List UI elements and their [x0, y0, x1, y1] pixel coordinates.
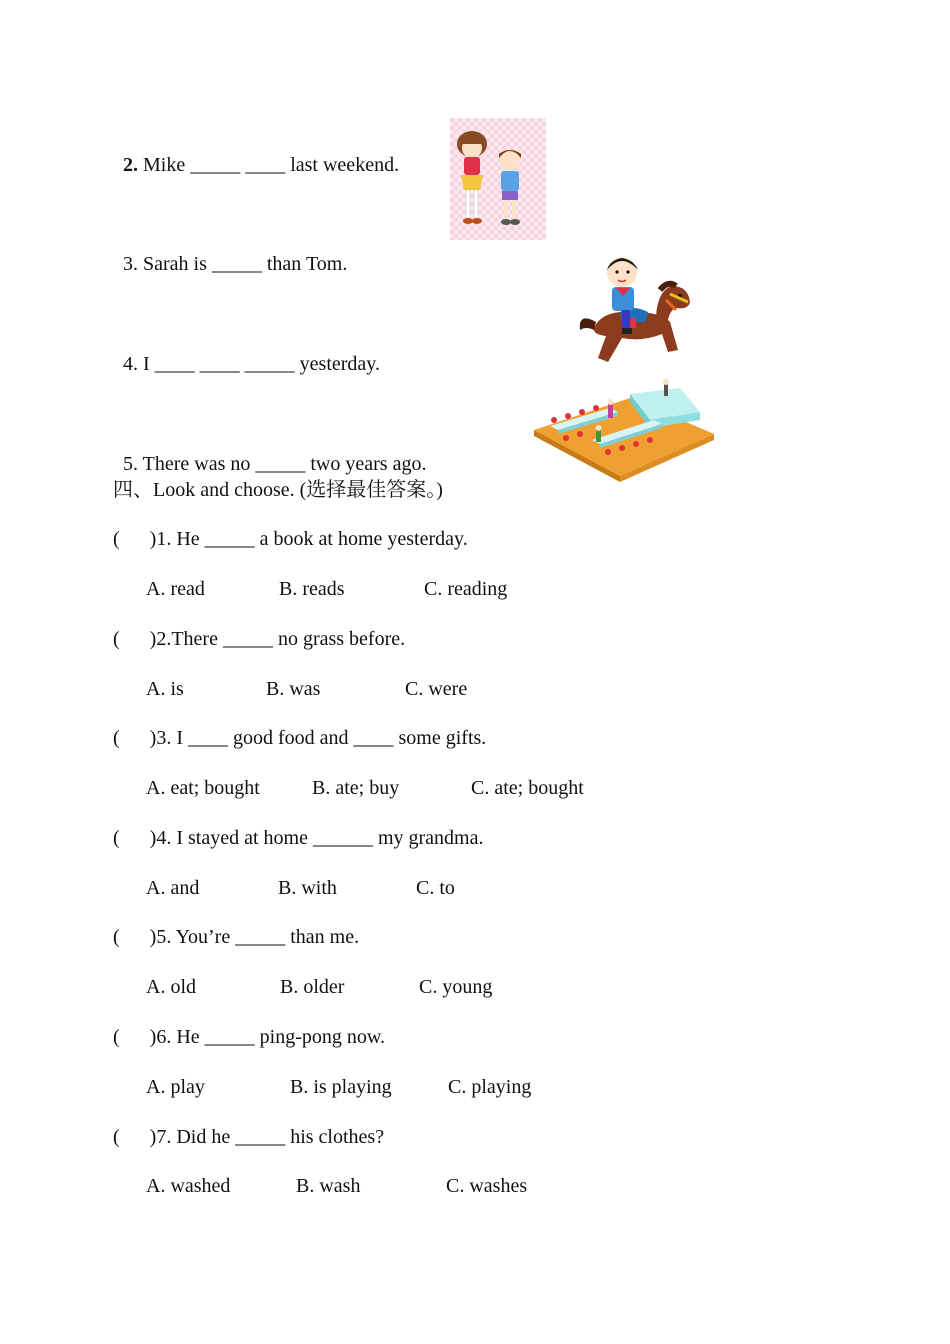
- question-stem: ( )6. He _____ ping-pong now.: [113, 1026, 386, 1048]
- option-c: C. washes: [446, 1175, 528, 1197]
- item-number: 2.: [123, 154, 138, 176]
- question-stem: ( )4. I stayed at home ______ my grandma.: [113, 827, 484, 849]
- item-text: Sarah is _____ than Tom.: [138, 253, 348, 275]
- option-b: B. wash: [296, 1175, 361, 1197]
- option-c: C. ate; bought: [471, 777, 584, 799]
- option-c: C. were: [405, 678, 468, 700]
- question-stem: ( )7. Did he _____ his clothes?: [113, 1126, 385, 1148]
- option-a: A. eat; bought: [146, 777, 260, 799]
- fill-in-item-4: [113, 328, 380, 376]
- fill-in-item-2: [113, 129, 399, 177]
- item-text: I ____ ____ _____ yesterday.: [138, 353, 380, 375]
- section-four-heading: 四、Look and choose. (选择最佳答案。): [113, 479, 443, 501]
- option-a: A. play: [146, 1076, 205, 1098]
- fill-in-item-3: [113, 228, 347, 276]
- option-a: A. is: [146, 678, 184, 700]
- option-b: B. was: [266, 678, 321, 700]
- boy-riding-horse-illustration: [572, 250, 696, 374]
- item-text: There was no _____ two years ago.: [138, 453, 427, 475]
- option-a: A. washed: [146, 1175, 231, 1197]
- option-c: C. young: [419, 976, 493, 998]
- canteen-illustration: [530, 378, 718, 482]
- option-b: B. with: [278, 877, 337, 899]
- option-c: C. to: [416, 877, 455, 899]
- option-a: A. read: [146, 578, 205, 600]
- option-b: B. is playing: [290, 1076, 392, 1098]
- question-stem: ( )1. He _____ a book at home yesterday.: [113, 528, 468, 550]
- question-stem: ( )5. You’re _____ than me.: [113, 926, 360, 948]
- option-b: B. reads: [279, 578, 345, 600]
- option-a: A. and: [146, 877, 200, 899]
- question-stem: ( )3. I ____ good food and ____ some gifts.: [113, 727, 487, 749]
- fill-in-item-5: [113, 428, 426, 476]
- item-number: 3.: [123, 253, 138, 275]
- question-stem: ( )2.There _____ no grass before.: [113, 628, 406, 650]
- option-b: B. ate; buy: [312, 777, 400, 799]
- item-number: 5.: [123, 453, 138, 475]
- option-c: C. playing: [448, 1076, 532, 1098]
- item-number: 4.: [123, 353, 138, 375]
- option-b: B. older: [280, 976, 345, 998]
- option-c: C. reading: [424, 578, 508, 600]
- girl-and-boy-illustration: [450, 118, 546, 240]
- item-text: Mike _____ ____ last weekend.: [138, 154, 400, 176]
- option-a: A. old: [146, 976, 196, 998]
